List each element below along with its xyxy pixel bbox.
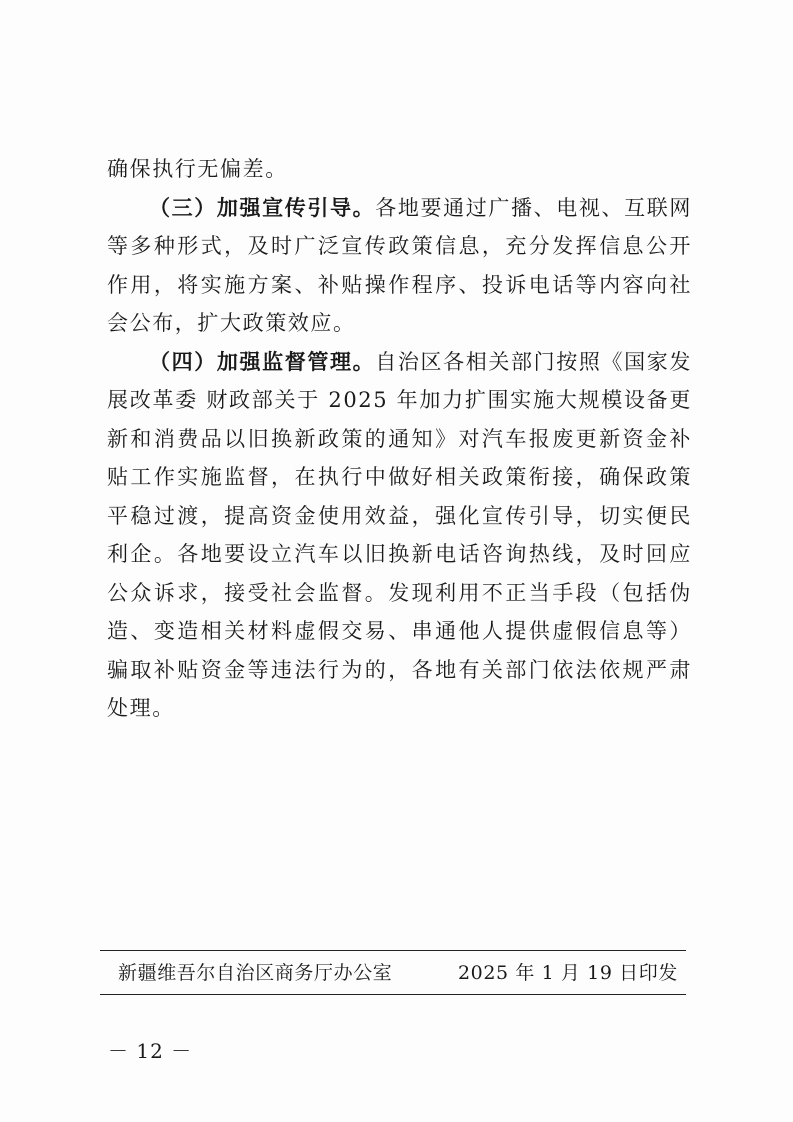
section-heading-supervision: （四）加强监督管理。: [149, 349, 376, 374]
section-heading-publicity: （三）加强宣传引导。: [149, 195, 376, 220]
issuance-footer: [118, 956, 678, 990]
section-paragraph-publicity: [107, 189, 692, 343]
page-number: － 12 －: [108, 1039, 193, 1063]
issuing-office: 新疆维吾尔自治区商务厅办公室: [118, 962, 393, 984]
continuation-paragraph: 确保执行无偏差。: [107, 157, 288, 181]
footer-bottom-rule: [100, 994, 686, 995]
footer-top-rule: [100, 950, 686, 951]
document-body: [107, 150, 692, 728]
issue-date: 2025 年 1 月 19 日印发: [457, 962, 678, 984]
section-text-publicity: 各地要通过广播、电视、互联网等多种形式，及时广泛宣传政策信息，充分发挥信息公开作用，将实施方案、补贴操作程序、投诉电话等内容向社会公布，扩大政策效应。: [107, 195, 692, 335]
section-paragraph-supervision: [107, 343, 692, 728]
section-text-supervision: 自治区各相关部门按照《国家发展改革委 财政部关于 2025 年加力扩围实施大规模设备更新和消费品以旧换新政策的通知》对汽车报废更新资金补贴工作实施监督，在执行中做好相关政策衔接，确保政策平稳过渡，提高资金使用效益，强化宣传引导，切实便民利企。各地要设立汽车以旧换新电话咨询热线，及时回应公众诉求，接受社会监督。发现利用不正当手段（包括伪造、变造相关材料虚假交易、串通他人提供虚假信息等）骗取补贴资金等违法行为的，各地有关部门依法依规严肃处理。: [107, 349, 692, 720]
